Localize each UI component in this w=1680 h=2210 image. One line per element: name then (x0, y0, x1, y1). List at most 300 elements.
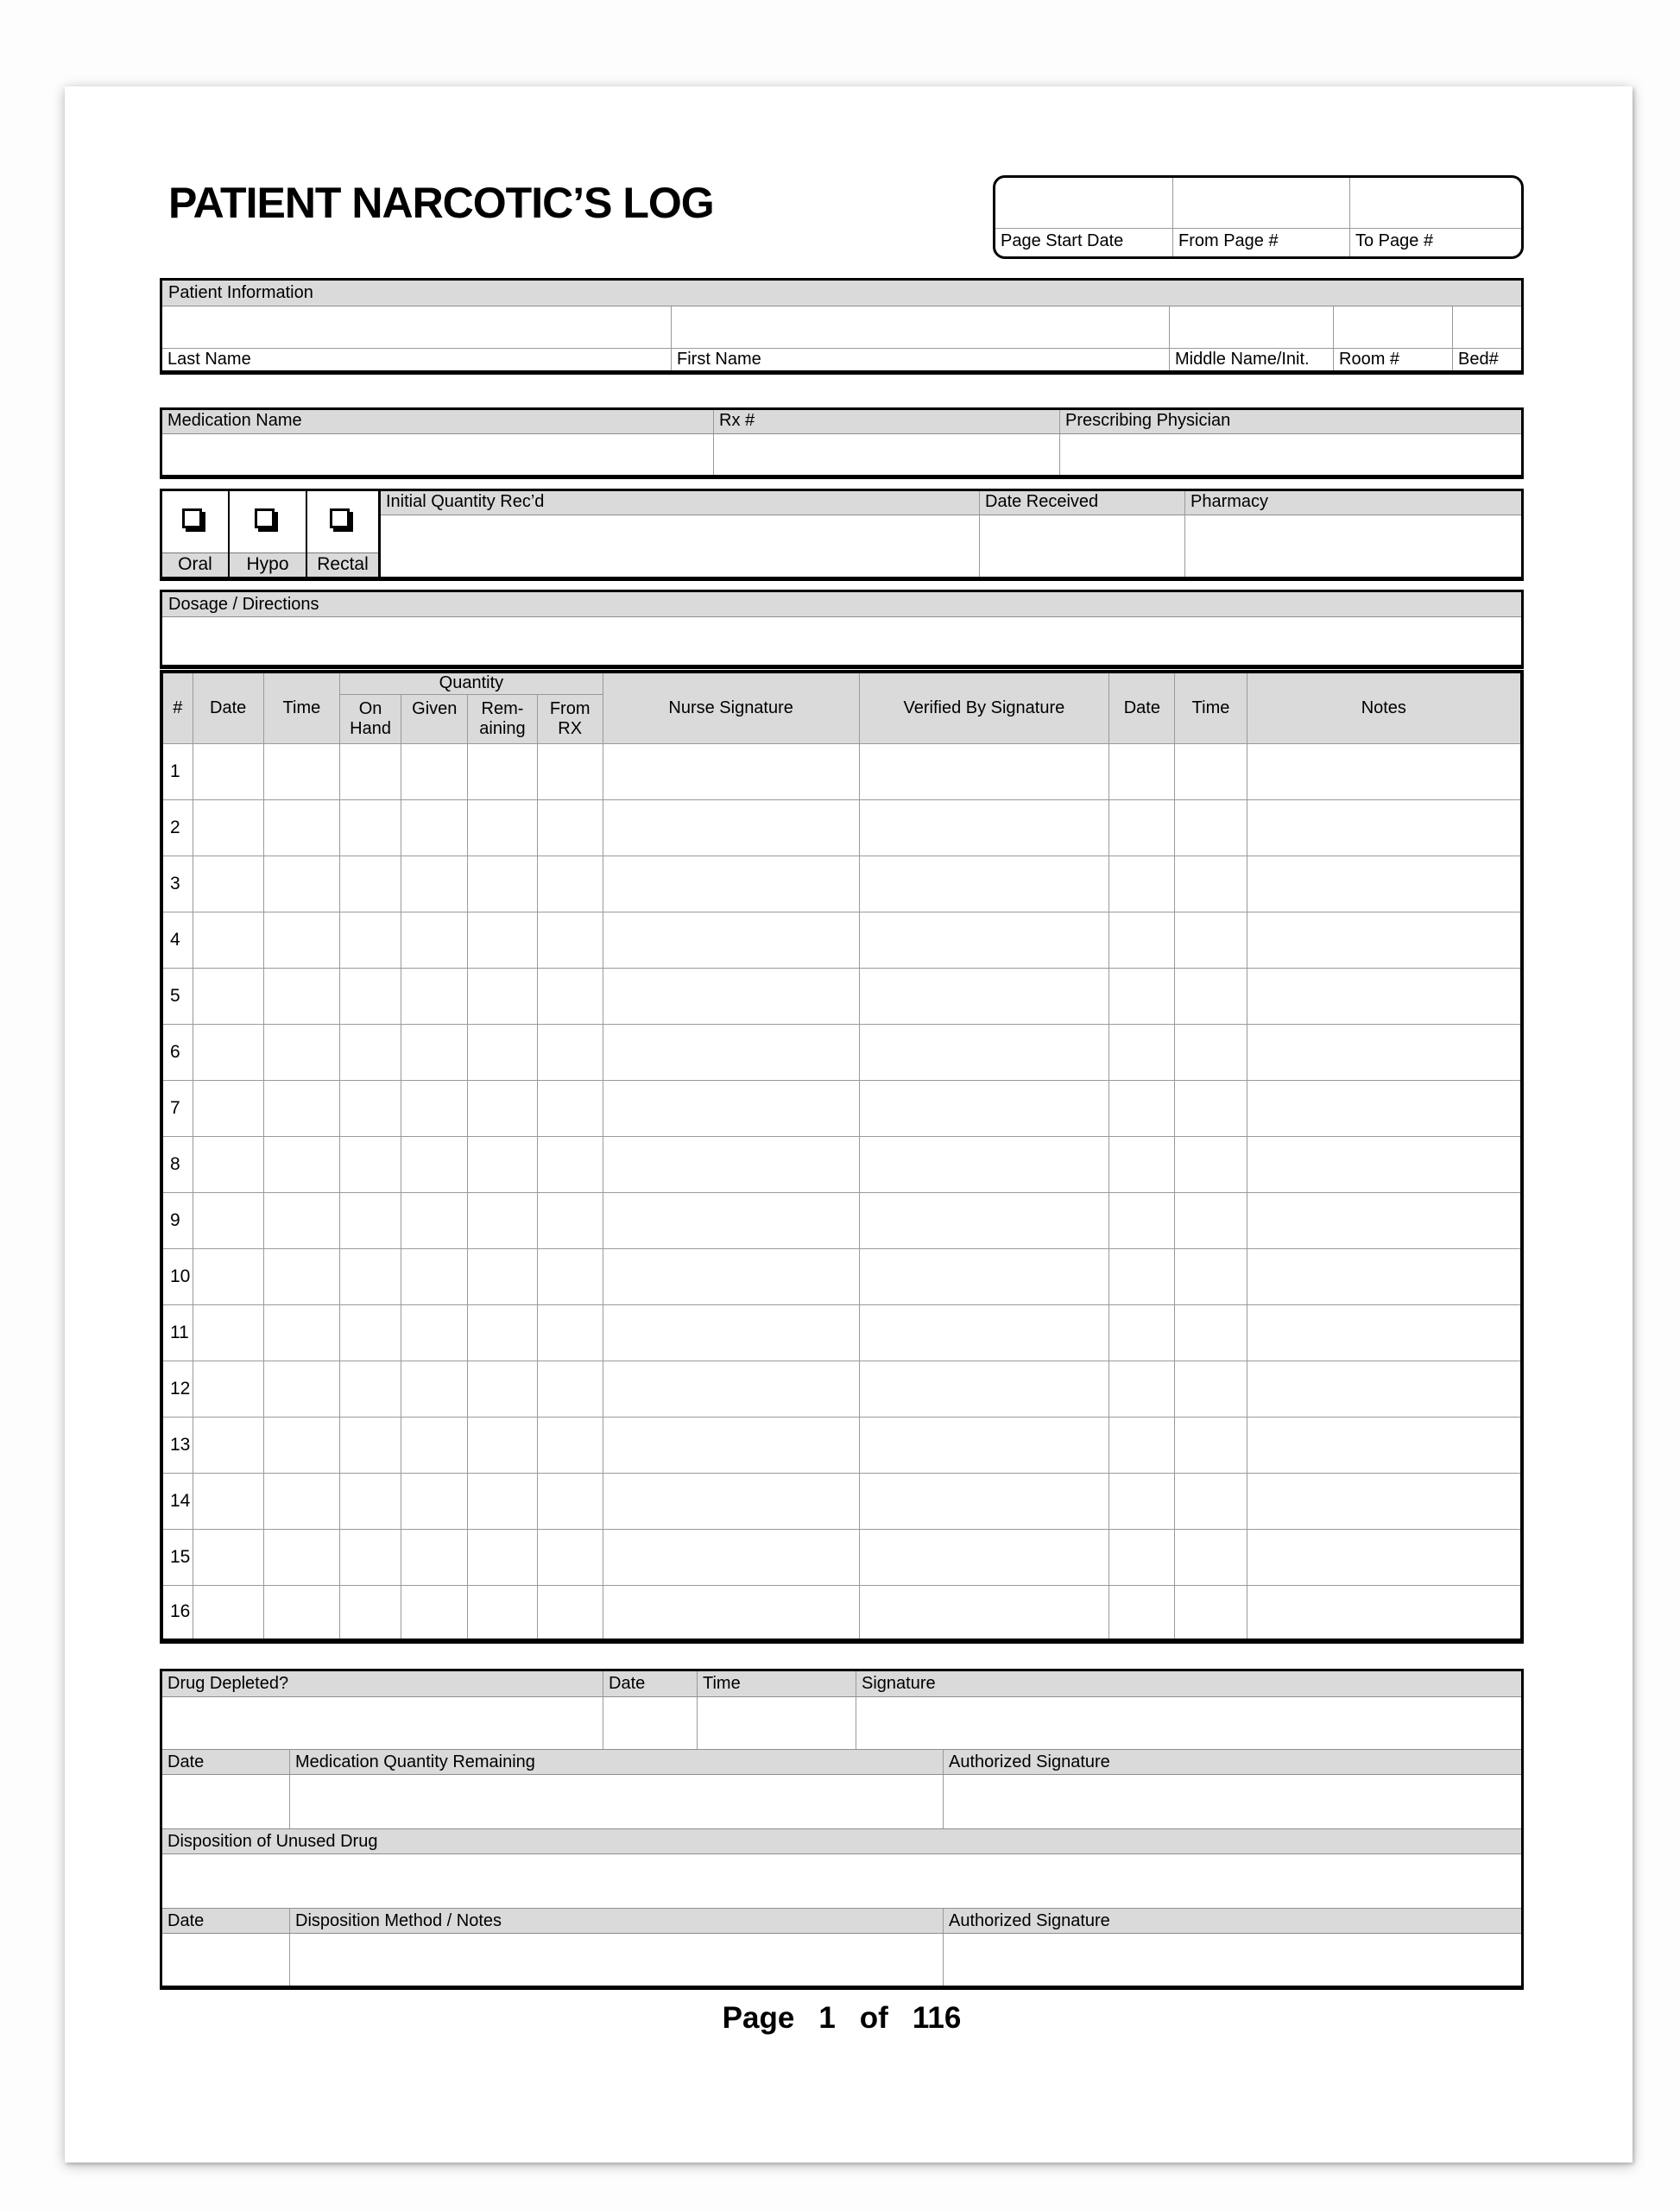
depleted-signature-input[interactable] (856, 1697, 1521, 1749)
last-name-field (162, 306, 671, 370)
log-entry-cell[interactable] (1247, 1473, 1522, 1529)
receipt-fields (381, 491, 1521, 577)
col-header-remaining: Rem- aining (468, 694, 537, 743)
middle-name-label: Middle Name/Init. (1170, 348, 1333, 370)
log-entry-cell[interactable] (537, 856, 603, 912)
date-received-input[interactable] (980, 515, 1184, 577)
log-entry-cell[interactable] (401, 1080, 468, 1136)
route-option-oral (162, 491, 228, 577)
log-entry-cell[interactable] (1109, 1080, 1175, 1136)
log-entry-cell[interactable] (340, 1136, 401, 1192)
log-entry-cell[interactable] (401, 968, 468, 1024)
log-entry-cell[interactable] (603, 856, 859, 912)
drug-depleted-input[interactable] (162, 1697, 603, 1749)
log-entry-cell[interactable] (263, 1024, 339, 1080)
log-entry-cell[interactable] (603, 1585, 859, 1641)
route-and-receipt-section (160, 489, 1524, 581)
disposition-header-row (162, 1828, 1521, 1854)
log-entry-cell[interactable] (340, 743, 401, 799)
log-entry-cell[interactable] (193, 1024, 263, 1080)
log-entry-cell[interactable] (859, 856, 1109, 912)
log-entry-cell[interactable] (401, 856, 468, 912)
log-entry-cell[interactable] (1247, 1529, 1522, 1585)
log-row (161, 1192, 1522, 1248)
disposition-header-label: Disposition of Unused Drug (167, 1832, 378, 1851)
log-entry-cell[interactable] (537, 1304, 603, 1361)
row-number-cell: 9 (161, 1192, 193, 1248)
log-row (161, 1473, 1522, 1529)
page-tracking-box (993, 175, 1524, 259)
log-entry-cell[interactable] (1247, 1361, 1522, 1417)
log-entry-cell[interactable] (859, 1024, 1109, 1080)
log-entry-cell[interactable] (468, 1417, 537, 1473)
log-entry-cell[interactable] (1109, 912, 1175, 968)
log-entry-cell[interactable] (468, 968, 537, 1024)
narcotics-log-table (160, 670, 1524, 1644)
row-number-cell: 12 (161, 1361, 193, 1417)
first-name-input[interactable] (672, 306, 1169, 348)
log-entry-cell[interactable] (340, 1473, 401, 1529)
page-start-date-label: Page Start Date (995, 228, 1172, 256)
log-entry-cell[interactable] (193, 1417, 263, 1473)
log-entry-cell[interactable] (263, 1304, 339, 1361)
log-entry-cell[interactable] (263, 1417, 339, 1473)
log-entry-cell[interactable] (1109, 1304, 1175, 1361)
log-entry-cell[interactable] (340, 968, 401, 1024)
log-entry-cell[interactable] (193, 1585, 263, 1641)
log-entry-cell[interactable] (340, 1304, 401, 1361)
log-entry-cell[interactable] (468, 1361, 537, 1417)
col-group-quantity: Quantity (340, 672, 603, 694)
log-entry-cell[interactable] (603, 1417, 859, 1473)
log-entry-cell[interactable] (603, 912, 859, 968)
log-entry-cell[interactable] (1175, 1529, 1247, 1585)
log-entry-cell[interactable] (1175, 968, 1247, 1024)
log-entry-cell[interactable] (193, 799, 263, 856)
log-entry-cell[interactable] (537, 1417, 603, 1473)
log-entry-cell[interactable] (859, 1192, 1109, 1248)
log-entry-cell[interactable] (263, 1192, 339, 1248)
log-entry-cell[interactable] (193, 1361, 263, 1417)
date-received-label: Date Received (980, 491, 1184, 515)
last-name-input[interactable] (162, 306, 671, 348)
depleted-date-label: Date (603, 1671, 697, 1696)
log-entry-cell[interactable] (1175, 1248, 1247, 1304)
log-entry-cell[interactable] (537, 1024, 603, 1080)
log-row (161, 1585, 1522, 1641)
patient-info-fields (162, 306, 1521, 370)
log-entry-cell[interactable] (340, 1192, 401, 1248)
patient-info-section (160, 278, 1524, 375)
log-entry-cell[interactable] (468, 1080, 537, 1136)
from-page-label: From Page # (1172, 228, 1349, 256)
log-entry-cell[interactable] (537, 1473, 603, 1529)
log-entry-cell[interactable] (468, 1248, 537, 1304)
log-entry-cell[interactable] (340, 1417, 401, 1473)
log-entry-cell[interactable] (468, 799, 537, 856)
log-entry-cell[interactable] (1175, 1136, 1247, 1192)
log-entry-cell[interactable] (537, 1585, 603, 1641)
bed-number-field (1452, 306, 1521, 370)
initial-quantity-input[interactable] (381, 515, 979, 577)
log-entry-cell[interactable] (401, 1361, 468, 1417)
log-entry-cell[interactable] (1109, 1024, 1175, 1080)
row-number-cell: 2 (161, 799, 193, 856)
log-entry-cell[interactable] (193, 743, 263, 799)
log-entry-cell[interactable] (1109, 1473, 1175, 1529)
col-header-number: # (161, 672, 193, 743)
log-row (161, 743, 1522, 799)
log-entry-cell[interactable] (263, 1136, 339, 1192)
oral-label: Oral (162, 552, 228, 577)
log-entry-cell[interactable] (1109, 799, 1175, 856)
row-number-cell: 3 (161, 856, 193, 912)
log-entry-cell[interactable] (859, 1417, 1109, 1473)
footer-of-word: of (859, 2001, 888, 2035)
pharmacy-label: Pharmacy (1185, 491, 1521, 515)
disposition-method-input[interactable] (289, 1934, 943, 1986)
log-row (161, 1136, 1522, 1192)
depleted-date-input[interactable] (603, 1697, 697, 1749)
log-entry-cell[interactable] (1175, 912, 1247, 968)
remaining-auth-signature-input[interactable] (943, 1775, 1521, 1828)
footer-page-word: Page (722, 2001, 795, 2035)
log-entry-cell[interactable] (1247, 1417, 1522, 1473)
log-entry-cell[interactable] (1109, 1361, 1175, 1417)
log-entry-cell[interactable] (537, 912, 603, 968)
pharmacy-input[interactable] (1185, 515, 1521, 577)
rx-number-label: Rx # (714, 410, 1059, 434)
medication-name-input[interactable] (162, 434, 713, 475)
log-entry-cell[interactable] (1109, 1136, 1175, 1192)
log-entry-cell[interactable] (1247, 1024, 1522, 1080)
log-entry-cell[interactable] (193, 1080, 263, 1136)
log-entry-cell[interactable] (859, 1080, 1109, 1136)
log-entry-cell[interactable] (468, 1024, 537, 1080)
log-entry-cell[interactable] (1247, 968, 1522, 1024)
room-number-input[interactable] (1334, 306, 1452, 348)
hypo-checkbox-icon[interactable] (255, 508, 275, 528)
page-start-date-input[interactable] (995, 178, 1172, 228)
from-page-input[interactable] (1172, 178, 1349, 228)
log-entry-cell[interactable] (537, 968, 603, 1024)
dosage-directions-section (160, 590, 1524, 669)
log-entry-cell[interactable] (401, 1585, 468, 1641)
log-entry-cell[interactable] (1109, 1248, 1175, 1304)
pharmacy-field (1184, 491, 1521, 577)
log-row (161, 968, 1522, 1024)
quantity-remaining-input[interactable] (289, 1775, 943, 1828)
log-entry-cell[interactable] (468, 1304, 537, 1361)
log-entry-cell[interactable] (537, 1136, 603, 1192)
row-number-cell: 4 (161, 912, 193, 968)
log-entry-cell[interactable] (1109, 1192, 1175, 1248)
log-entry-cell[interactable] (401, 1417, 468, 1473)
log-entry-cell[interactable] (401, 1136, 468, 1192)
disposition-auth-signature-label: Authorized Signature (943, 1909, 1521, 1933)
col-header-given: Given (401, 694, 468, 743)
log-entry-cell[interactable] (859, 799, 1109, 856)
log-entry-cell[interactable] (859, 1473, 1109, 1529)
row-number-cell: 5 (161, 968, 193, 1024)
log-entry-cell[interactable] (859, 743, 1109, 799)
log-entry-cell[interactable] (340, 1248, 401, 1304)
rectal-label: Rectal (307, 552, 378, 577)
log-entry-cell[interactable] (537, 1192, 603, 1248)
log-entry-cell[interactable] (859, 1585, 1109, 1641)
log-entry-cell[interactable] (401, 1024, 468, 1080)
col-header-on-hand: On Hand (340, 694, 401, 743)
depleted-signature-label: Signature (856, 1671, 1521, 1696)
log-entry-cell[interactable] (537, 1529, 603, 1585)
log-entry-cell[interactable] (1247, 1248, 1522, 1304)
log-table-body (161, 743, 1522, 1641)
col-header-verified-by: Verified By Signature (859, 672, 1109, 743)
log-entry-cell[interactable] (1175, 1417, 1247, 1473)
log-entry-cell[interactable] (1109, 856, 1175, 912)
log-entry-cell[interactable] (468, 1529, 537, 1585)
medication-name-field (162, 410, 713, 475)
log-entry-cell[interactable] (193, 968, 263, 1024)
log-entry-cell[interactable] (193, 912, 263, 968)
log-entry-cell[interactable] (603, 1361, 859, 1417)
log-entry-cell[interactable] (468, 1192, 537, 1248)
log-entry-cell[interactable] (603, 1248, 859, 1304)
log-entry-cell[interactable] (859, 1361, 1109, 1417)
quantity-remaining-label: Medication Quantity Remaining (289, 1750, 943, 1774)
quantity-remaining-input-row (162, 1775, 1521, 1828)
log-entry-cell[interactable] (340, 1024, 401, 1080)
log-entry-cell[interactable] (1175, 1192, 1247, 1248)
log-entry-cell[interactable] (603, 1192, 859, 1248)
first-name-label: First Name (672, 348, 1169, 370)
prescribing-physician-field (1059, 410, 1521, 475)
log-entry-cell[interactable] (603, 743, 859, 799)
row-number-cell: 11 (161, 1304, 193, 1361)
log-entry-cell[interactable] (401, 1192, 468, 1248)
oral-checkbox-icon[interactable] (182, 508, 202, 528)
row-number-cell: 1 (161, 743, 193, 799)
log-entry-cell[interactable] (193, 1192, 263, 1248)
log-entry-cell[interactable] (263, 1529, 339, 1585)
log-entry-cell[interactable] (468, 1473, 537, 1529)
depletion-disposition-section (160, 1669, 1524, 1990)
log-entry-cell[interactable] (340, 799, 401, 856)
dosage-directions-header: Dosage / Directions (162, 592, 1521, 617)
log-entry-cell[interactable] (468, 856, 537, 912)
form-page (65, 86, 1633, 2163)
log-entry-cell[interactable] (603, 1529, 859, 1585)
depleted-time-input[interactable] (697, 1697, 856, 1749)
log-entry-cell[interactable] (537, 743, 603, 799)
log-entry-cell[interactable] (1247, 856, 1522, 912)
log-row (161, 799, 1522, 856)
row-number-cell: 6 (161, 1024, 193, 1080)
route-option-hypo (228, 491, 306, 577)
log-entry-cell[interactable] (1109, 968, 1175, 1024)
log-entry-cell[interactable] (193, 1304, 263, 1361)
middle-name-input[interactable] (1170, 306, 1333, 348)
disposition-date-input[interactable] (162, 1934, 289, 1986)
log-entry-cell[interactable] (1247, 1304, 1522, 1361)
disposition-auth-signature-input[interactable] (943, 1934, 1521, 1986)
log-entry-cell[interactable] (1175, 1024, 1247, 1080)
log-entry-cell[interactable] (859, 1248, 1109, 1304)
form-title: PATIENT NARCOTIC’S LOG (168, 179, 714, 227)
log-entry-cell[interactable] (263, 1080, 339, 1136)
log-entry-cell[interactable] (401, 1529, 468, 1585)
route-options (162, 491, 381, 577)
log-entry-cell[interactable] (1175, 1304, 1247, 1361)
initial-quantity-label: Initial Quantity Rec’d (381, 491, 979, 515)
room-number-field (1333, 306, 1452, 370)
log-entry-cell[interactable] (603, 799, 859, 856)
footer-page-number: 1 (818, 2001, 836, 2035)
log-entry-cell[interactable] (859, 1529, 1109, 1585)
log-row (161, 1080, 1522, 1136)
medication-name-label: Medication Name (162, 410, 713, 434)
log-entry-cell[interactable] (537, 1248, 603, 1304)
log-entry-cell[interactable] (401, 1473, 468, 1529)
log-row (161, 1248, 1522, 1304)
drug-depleted-input-row (162, 1697, 1521, 1749)
row-number-cell: 16 (161, 1585, 193, 1641)
log-entry-cell[interactable] (859, 968, 1109, 1024)
col-header-notes: Notes (1247, 672, 1522, 743)
log-entry-cell[interactable] (263, 743, 339, 799)
log-entry-cell[interactable] (340, 1361, 401, 1417)
page-footer (160, 2001, 1524, 2036)
prescribing-physician-input[interactable] (1060, 434, 1521, 475)
dosage-directions-input[interactable] (162, 617, 1521, 665)
log-entry-cell[interactable] (859, 1136, 1109, 1192)
initial-quantity-field (381, 491, 979, 577)
log-entry-cell[interactable] (263, 1473, 339, 1529)
log-entry-cell[interactable] (1247, 743, 1522, 799)
remaining-auth-signature-label: Authorized Signature (943, 1750, 1521, 1774)
log-entry-cell[interactable] (537, 1361, 603, 1417)
log-entry-cell[interactable] (603, 1473, 859, 1529)
drug-depleted-header-row (162, 1671, 1521, 1697)
log-entry-cell[interactable] (603, 1024, 859, 1080)
rx-number-field (713, 410, 1059, 475)
log-entry-cell[interactable] (468, 912, 537, 968)
disposition-method-header-row (162, 1908, 1521, 1934)
row-number-cell: 13 (161, 1417, 193, 1473)
bed-number-input[interactable] (1453, 306, 1521, 348)
log-entry-cell[interactable] (263, 1361, 339, 1417)
log-entry-cell[interactable] (537, 799, 603, 856)
log-entry-cell[interactable] (340, 1529, 401, 1585)
log-entry-cell[interactable] (1247, 1080, 1522, 1136)
log-entry-cell[interactable] (537, 1080, 603, 1136)
log-row (161, 912, 1522, 968)
log-entry-cell[interactable] (263, 856, 339, 912)
log-row (161, 1417, 1522, 1473)
log-entry-cell[interactable] (603, 968, 859, 1024)
log-entry-cell[interactable] (193, 1248, 263, 1304)
log-entry-cell[interactable] (1175, 1473, 1247, 1529)
to-page-input[interactable] (1349, 178, 1521, 228)
log-entry-cell[interactable] (401, 1304, 468, 1361)
log-entry-cell[interactable] (263, 912, 339, 968)
log-row (161, 1361, 1522, 1417)
first-name-field (671, 306, 1169, 370)
log-entry-cell[interactable] (1247, 799, 1522, 856)
log-entry-cell[interactable] (468, 1585, 537, 1641)
row-number-cell: 8 (161, 1136, 193, 1192)
log-entry-cell[interactable] (401, 1248, 468, 1304)
log-entry-cell[interactable] (1247, 1585, 1522, 1641)
room-number-label: Room # (1334, 348, 1452, 370)
log-entry-cell[interactable] (1175, 856, 1247, 912)
log-entry-cell[interactable] (1175, 1361, 1247, 1417)
log-entry-cell[interactable] (859, 1304, 1109, 1361)
log-entry-cell[interactable] (1175, 1585, 1247, 1641)
row-number-cell: 15 (161, 1529, 193, 1585)
disposition-method-input-row (162, 1934, 1521, 1986)
date-received-field (979, 491, 1184, 577)
col-header-time2: Time (1175, 672, 1247, 743)
log-entry-cell[interactable] (1109, 1529, 1175, 1585)
log-entry-cell[interactable] (401, 912, 468, 968)
log-entry-cell[interactable] (263, 1585, 339, 1641)
col-header-time: Time (263, 672, 339, 743)
disposition-method-label: Disposition Method / Notes (289, 1909, 943, 1933)
log-entry-cell[interactable] (193, 1473, 263, 1529)
log-entry-cell[interactable] (603, 1304, 859, 1361)
route-option-rectal (306, 491, 378, 577)
log-entry-cell[interactable] (1175, 799, 1247, 856)
log-entry-cell[interactable] (1175, 743, 1247, 799)
log-row (161, 1529, 1522, 1585)
log-entry-cell[interactable] (468, 1136, 537, 1192)
remaining-date-input[interactable] (162, 1775, 289, 1828)
log-entry-cell[interactable] (859, 912, 1109, 968)
log-entry-cell[interactable] (401, 743, 468, 799)
log-entry-cell[interactable] (340, 1080, 401, 1136)
log-entry-cell[interactable] (1247, 912, 1522, 968)
rectal-checkbox-icon[interactable] (330, 508, 350, 528)
rx-number-input[interactable] (714, 434, 1059, 475)
log-entry-cell[interactable] (193, 1529, 263, 1585)
last-name-label: Last Name (162, 348, 671, 370)
log-row (161, 1024, 1522, 1080)
log-entry-cell[interactable] (340, 912, 401, 968)
disposition-notes-input[interactable] (162, 1854, 1521, 1908)
log-entry-cell[interactable] (603, 1136, 859, 1192)
log-entry-cell[interactable] (468, 743, 537, 799)
log-entry-cell[interactable] (401, 799, 468, 856)
hypo-label: Hypo (230, 552, 306, 577)
log-entry-cell[interactable] (603, 1080, 859, 1136)
log-entry-cell[interactable] (1109, 743, 1175, 799)
log-entry-cell[interactable] (263, 968, 339, 1024)
log-entry-cell[interactable] (1175, 1080, 1247, 1136)
prescribing-physician-label: Prescribing Physician (1060, 410, 1521, 434)
log-entry-cell[interactable] (1109, 1585, 1175, 1641)
log-row (161, 1304, 1522, 1361)
log-entry-cell[interactable] (340, 1585, 401, 1641)
log-entry-cell[interactable] (193, 856, 263, 912)
log-entry-cell[interactable] (340, 856, 401, 912)
log-entry-cell[interactable] (263, 799, 339, 856)
log-entry-cell[interactable] (1247, 1192, 1522, 1248)
log-entry-cell[interactable] (193, 1136, 263, 1192)
log-entry-cell[interactable] (1109, 1417, 1175, 1473)
log-entry-cell[interactable] (263, 1248, 339, 1304)
log-entry-cell[interactable] (1247, 1136, 1522, 1192)
